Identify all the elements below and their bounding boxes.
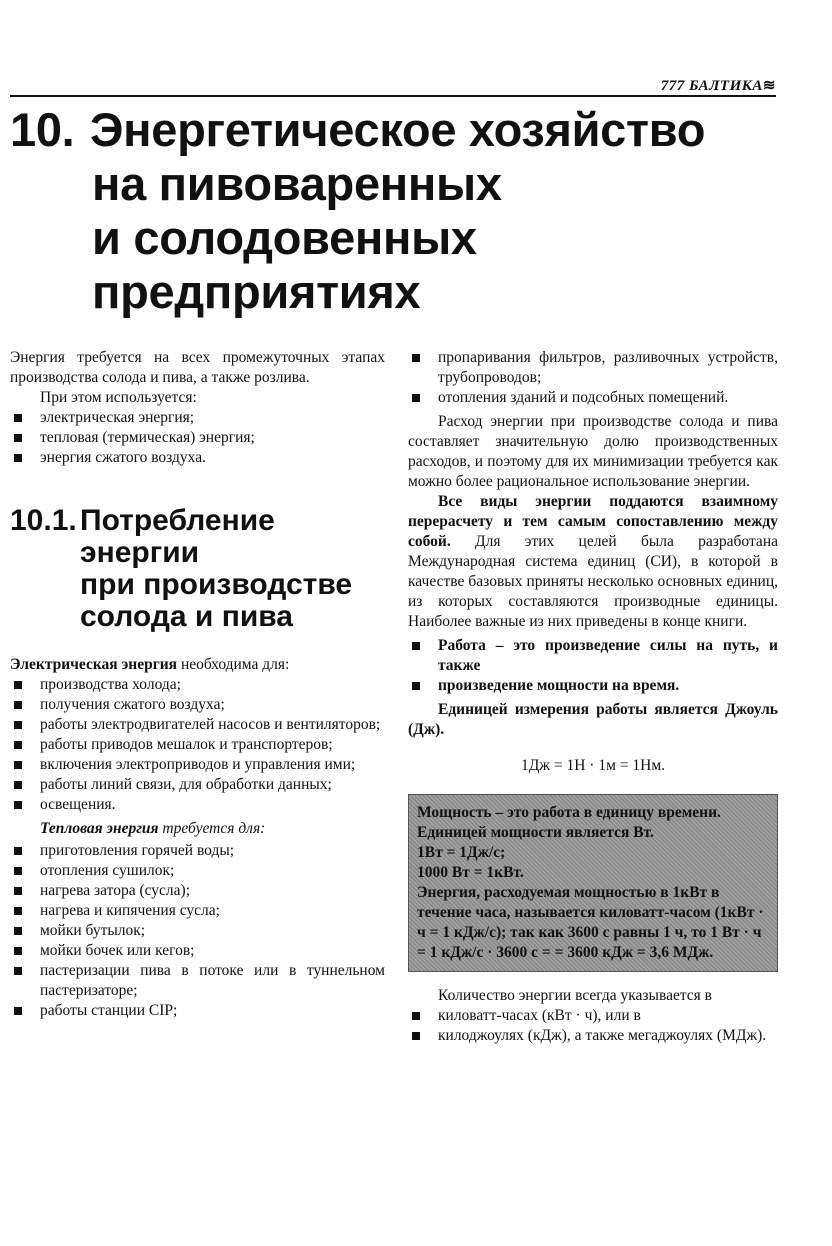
uses-lead: При этом используется:: [40, 389, 197, 406]
brand-logo-icon: ≋: [762, 78, 776, 94]
list-item: пастеризации пива в потоке или в туннельном пастеризаторе;: [10, 961, 385, 1001]
bullet-icon: [14, 1007, 22, 1015]
box-line: Энергия, расходуемая мощностью в 1кВт в течение часа, называется киловатт-часом (1кВт · ч = 1 кДж/с); так как 3600 с равны 1 ч, то 1 Вт · ч = 1 кДж/с · 3600 с = = 3600 кДж = 3,6 МДж.: [417, 884, 764, 961]
bullet-icon: [412, 1012, 420, 1020]
brand-name: БАЛТИКА: [688, 78, 763, 94]
bullet-icon: [14, 887, 22, 895]
bullet-icon: [412, 1032, 420, 1040]
bullet-icon: [14, 414, 22, 422]
electric-lead: Электрическая энергия необходима для:: [10, 656, 290, 673]
after-box-paragraph: Количество энергии всегда указывается в: [438, 987, 712, 1004]
electric-uses-list: [10, 675, 385, 815]
running-header: [661, 76, 776, 95]
bullet-icon: [14, 967, 22, 975]
list-item: работы приводов мешалок и транспортеров;: [10, 735, 385, 755]
list-item: мойки бочек или кегов;: [10, 941, 385, 961]
list-item: пропаривания фильтров, разливочных устройств, трубопроводов;: [408, 348, 778, 388]
bullet-icon: [14, 907, 22, 915]
box-line: Мощность – это работа в единицу времени. Единицей мощности является Вт.: [417, 804, 721, 841]
list-item: освещения.: [10, 795, 385, 815]
left-column: [10, 348, 385, 1021]
list-item: энергия сжатого воздуха.: [10, 448, 385, 468]
bullet-icon: [14, 867, 22, 875]
list-item: произведение мощности на время.: [408, 676, 778, 696]
bullet-icon: [14, 947, 22, 955]
bullet-icon: [412, 682, 420, 690]
list-item: приготовления горячей воды;: [10, 841, 385, 861]
highlight-box: [408, 794, 778, 972]
section-number: 10.1.: [10, 504, 77, 537]
header-rule: [10, 95, 776, 97]
list-item: килоджоулях (кДж), а также мегаджоулях (МДж).: [408, 1026, 778, 1046]
thermal-uses-continued: [408, 348, 778, 408]
list-item: работы электродвигателей насосов и вентиляторов;: [10, 715, 385, 735]
right-column: [408, 348, 778, 1046]
chapter-title-line2: на пивоваренных: [92, 157, 502, 210]
energy-types-list: [10, 408, 385, 468]
list-item: получения сжатого воздуха;: [10, 695, 385, 715]
bullet-icon: [412, 354, 420, 362]
list-item: мойки бутылок;: [10, 921, 385, 941]
bullet-icon: [14, 801, 22, 809]
bullet-icon: [14, 761, 22, 769]
bullet-icon: [14, 434, 22, 442]
chapter-number: 10.: [10, 103, 75, 156]
list-item: отопления сушилок;: [10, 861, 385, 881]
list-item: работы линий связи, для обработки данных;: [10, 775, 385, 795]
thermal-lead: Тепловая энергия требуется для:: [40, 820, 266, 837]
formula: 1Дж = 1Н · 1м = 1Нм.: [520, 757, 666, 774]
bold-definitions-list: [408, 636, 778, 696]
box-line: 1000 Вт = 1кВт.: [417, 864, 524, 881]
bullet-icon: [14, 701, 22, 709]
bullet-icon: [14, 927, 22, 935]
thermal-uses-list: [10, 841, 385, 1021]
list-item: производства холода;: [10, 675, 385, 695]
list-item: тепловая (термическая) энергия;: [10, 428, 385, 448]
energy-units-list: [408, 1006, 778, 1046]
list-item: Работа – это произведение силы на путь, и также: [408, 636, 778, 676]
list-item: включения электроприводов и управления ими;: [10, 755, 385, 775]
chapter-title: [10, 103, 810, 319]
section-title: 10.1. Потребление энергии при производстве солода и пива: [10, 504, 353, 633]
list-item: киловатт-часах (кВт · ч), или в: [408, 1006, 778, 1026]
list-item: электрическая энергия;: [10, 408, 385, 428]
bullet-icon: [14, 847, 22, 855]
bullet-icon: [14, 454, 22, 462]
list-item: нагрева затора (сусла);: [10, 881, 385, 901]
box-line: 1Вт = 1Дж/с;: [417, 844, 506, 861]
bullet-icon: [412, 394, 420, 402]
list-item: нагрева и кипячения сусла;: [10, 901, 385, 921]
paragraph: Все виды энергии поддаются взаимному перерасчету и тем самым сопоставлению между собой. Для этих целей была разработана Международная система единиц (СИ), в которой в качестве базовых приняты несколько основных единиц, из которых составляются производные единицы. Наиболее важные из них приведены в конце книги.: [408, 493, 778, 630]
paragraph: Расход энергии при производстве солода и пива составляет значительную долю производственных расходов, и поэтому для их минимизации требуется как можно более рациональное использование энергии.: [408, 413, 778, 490]
intro-paragraph: Энергия требуется на всех промежуточных этапах производства солода и пива, а также розлива.: [10, 349, 385, 386]
bullet-icon: [14, 721, 22, 729]
bullet-icon: [14, 681, 22, 689]
chapter-title-line3: и солодовенных предприятиях: [92, 211, 477, 318]
list-item: работы станции CIP;: [10, 1001, 385, 1021]
unit-sentence: Единицей измерения работы является Джоуль (Дж).: [408, 701, 778, 738]
page-number: 777: [660, 78, 685, 94]
bullet-icon: [14, 741, 22, 749]
bullet-icon: [14, 781, 22, 789]
bullet-icon: [412, 642, 420, 650]
chapter-title-line1: Энергетическое хозяйство: [90, 103, 706, 156]
list-item: отопления зданий и подсобных помещений.: [408, 388, 778, 408]
